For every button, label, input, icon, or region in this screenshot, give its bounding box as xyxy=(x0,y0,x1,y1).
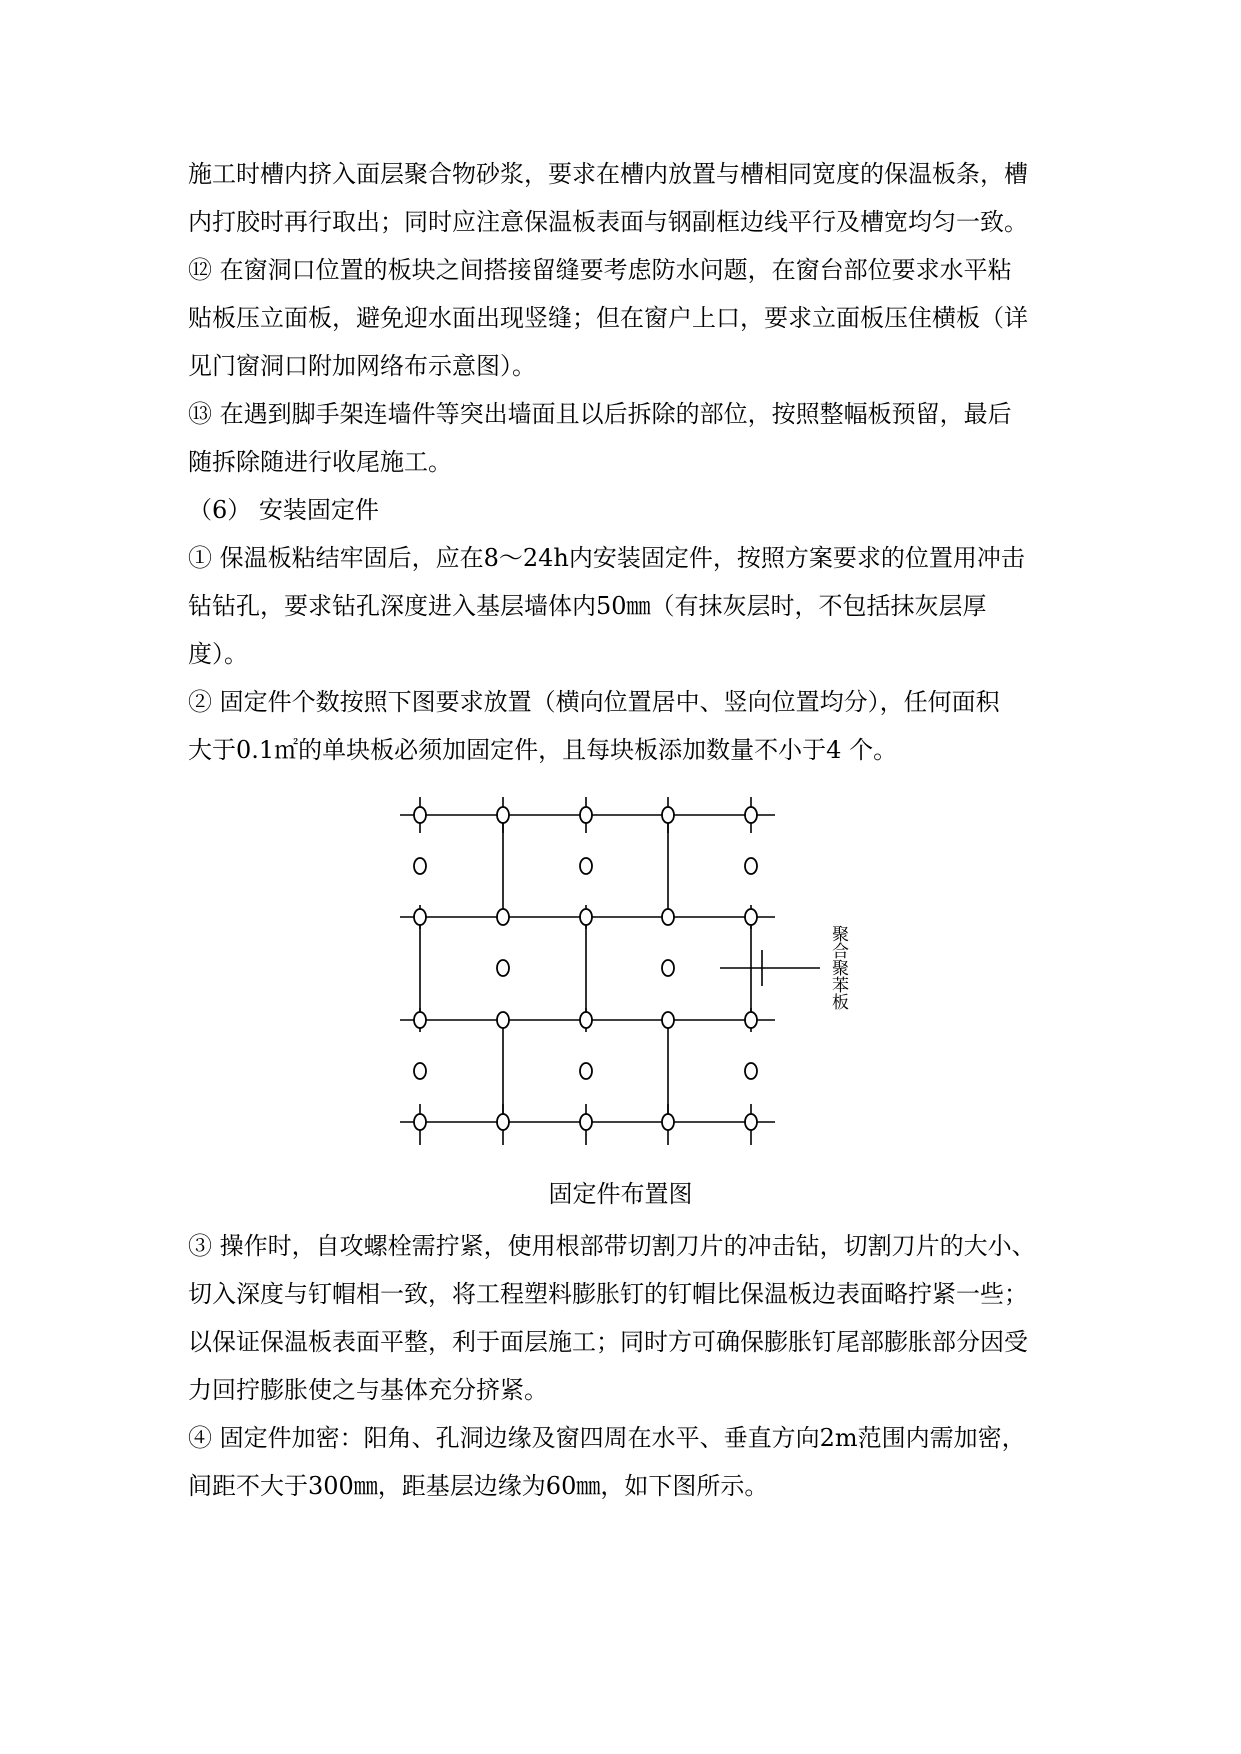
text-line-3: ⑫ 在窗洞口位置的板块之间搭接留缝要考虑防水问题，在窗台部位要求水平粘 xyxy=(188,256,1012,284)
text-line-14: ③ 操作时，自攻螺栓需拧紧，使用根部带切割刀片的冲击钻，切割刀片的大小、 xyxy=(188,1232,1036,1260)
text-line-19: 间距不大于300㎜，距基层边缘为60㎜，如下图所示。 xyxy=(188,1472,769,1500)
text-line-17: 力回拧膨胀使之与基体充分挤紧。 xyxy=(188,1376,548,1404)
text-line-12: ② 固定件个数按照下图要求放置（横向位置居中、竖向位置均分），任何面积 xyxy=(188,688,1000,716)
text-line-9: ① 保温板粘结牢固后，应在8～24h内安装固定件，按照方案要求的位置用冲击 xyxy=(188,544,1025,572)
text-line-4: 贴板压立面板，避免迎水面出现竖缝；但在窗户上口，要求立面板压住横板（详 xyxy=(188,304,1028,332)
text-line-2: 内打胶时再行取出；同时应注意保温板表面与钢副框边线平行及槽宽均匀一致。 xyxy=(188,208,1028,236)
text-line-13: 大于0.1㎡的单块板必须加固定件，且每块板添加数量不小于4 个。 xyxy=(188,736,898,764)
section-heading: （6） 安装固定件 xyxy=(188,496,379,524)
figure-caption: 固定件布置图 xyxy=(548,1180,693,1208)
figure-label: 聚合聚苯板 xyxy=(828,925,848,1010)
text-line-6: ⑬ 在遇到脚手架连墙件等突出墙面且以后拆除的部位，按照整幅板预留，最后 xyxy=(188,400,1012,428)
anchor-layout-svg xyxy=(390,795,860,1155)
anchor-layout-diagram xyxy=(390,795,860,1159)
text-line-11: 度）。 xyxy=(188,640,248,668)
text-line-1: 施工时槽内挤入面层聚合物砂浆，要求在槽内放置与槽相同宽度的保温板条，槽 xyxy=(188,160,1028,188)
text-line-16: 以保证保温板表面平整，利于面层施工；同时方可确保膨胀钉尾部膨胀部分因受 xyxy=(188,1328,1028,1356)
text-line-7: 随拆除随进行收尾施工。 xyxy=(188,448,452,476)
text-line-18: ④ 固定件加密：阳角、孔洞边缘及窗四周在水平、垂直方向2m范围内需加密， xyxy=(188,1424,1026,1452)
text-line-10: 钻钻孔，要求钻孔深度进入基层墙体内50㎜（有抹灰层时，不包括抹灰层厚 xyxy=(188,592,987,620)
text-line-15: 切入深度与钉帽相一致，将工程塑料膨胀钉的钉帽比保温板边表面略拧紧一些； xyxy=(188,1280,1028,1308)
text-line-5: 见门窗洞口附加网络布示意图）。 xyxy=(188,352,536,380)
